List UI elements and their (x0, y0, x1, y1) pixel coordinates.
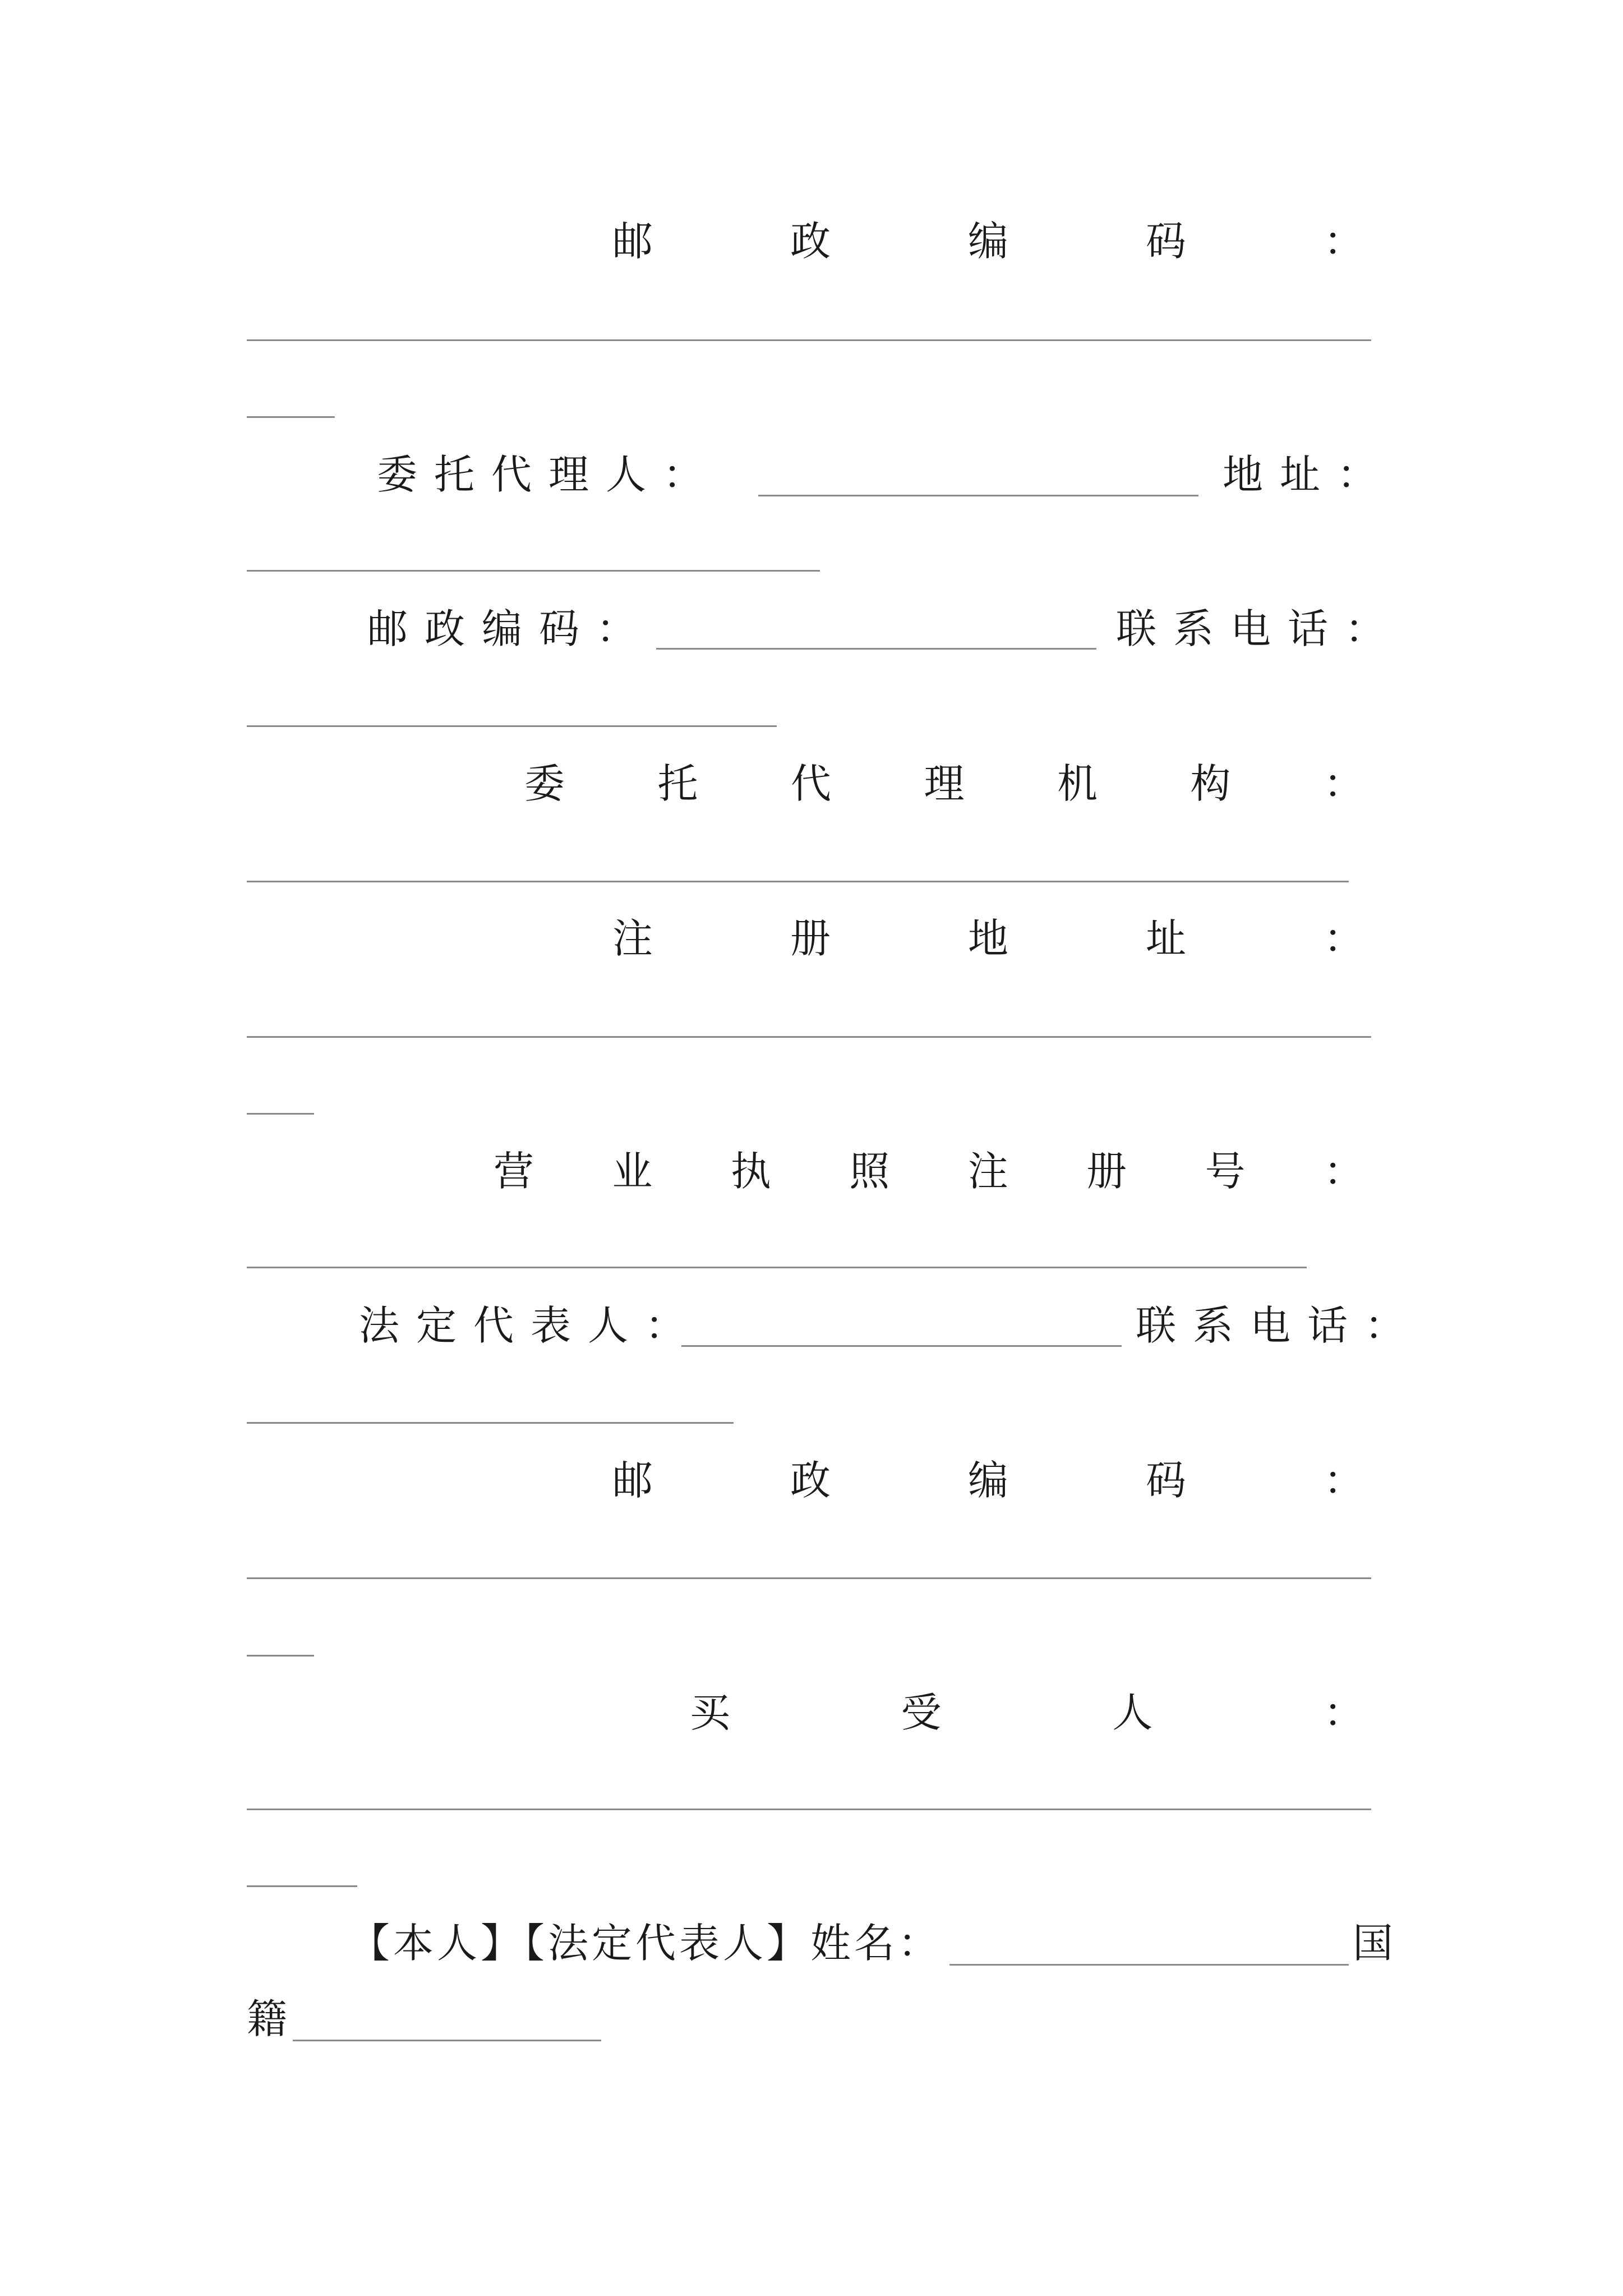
char: 码 (1145, 1457, 1186, 1504)
agency-label (524, 760, 1364, 807)
char: 理 (924, 760, 965, 807)
address-field[interactable] (247, 570, 820, 572)
char: 业 (612, 1148, 653, 1195)
postal-code-label-3 (612, 1457, 1364, 1504)
phone-label-1: 联系电话： (1116, 605, 1403, 652)
char: ： (1323, 760, 1364, 807)
postal-code-label-2: 邮政编码： (367, 605, 654, 652)
char: 托 (657, 760, 698, 807)
postal-code-field-1[interactable] (247, 339, 1371, 341)
char: 执 (730, 1148, 771, 1195)
name-label: 【本人】【法定代表人】姓名： (349, 1920, 942, 1967)
legal-rep-label: 法定代表人： (359, 1302, 703, 1349)
address-label: 地址： (1223, 451, 1395, 498)
nationality-label-part1: 国 (1353, 1920, 1397, 1967)
char: 构 (1190, 760, 1231, 807)
phone-field-2[interactable] (247, 1422, 734, 1424)
postal-code-field-2[interactable] (656, 648, 1096, 650)
char: 注 (967, 1148, 1008, 1195)
char: 委 (524, 760, 565, 807)
char: 邮 (612, 1457, 653, 1504)
nationality-field[interactable] (293, 2040, 601, 2041)
nationality-label-part2: 籍 (247, 1995, 291, 2042)
agent-label: 委托代理人： (377, 451, 721, 498)
char: ： (1323, 1457, 1364, 1504)
char: 营 (494, 1148, 534, 1195)
char: 编 (967, 1457, 1008, 1504)
agent-field[interactable] (758, 495, 1198, 496)
char: 受 (901, 1689, 942, 1736)
char: ： (1323, 1148, 1364, 1195)
char: 代 (790, 760, 831, 807)
postal-code-field-1-continuation[interactable] (247, 416, 335, 418)
legal-rep-field[interactable] (681, 1345, 1122, 1347)
business-license-label (494, 1148, 1364, 1195)
postal-code-label-1 (612, 218, 1364, 265)
char: ： (1323, 218, 1364, 265)
registered-address-label (612, 915, 1364, 962)
phone-label-2: 联系电话： (1136, 1302, 1422, 1349)
postal-code-field-3-continuation[interactable] (247, 1655, 314, 1657)
char: 照 (849, 1148, 890, 1195)
postal-code-field-3[interactable] (247, 1577, 1371, 1579)
char: 政 (790, 1457, 831, 1504)
registered-address-field-continuation[interactable] (247, 1113, 314, 1115)
char: 码 (1145, 218, 1186, 265)
phone-field-1[interactable] (247, 725, 777, 727)
char: 址 (1145, 915, 1186, 962)
char: 册 (1086, 1148, 1127, 1195)
buyer-label (690, 1689, 1364, 1736)
char: 册 (790, 915, 831, 962)
buyer-field-continuation[interactable] (247, 1885, 357, 1887)
char: 编 (967, 218, 1008, 265)
char: 地 (967, 915, 1008, 962)
char: 买 (690, 1689, 731, 1736)
char: 注 (612, 915, 653, 962)
char: 机 (1057, 760, 1098, 807)
char: 号 (1205, 1148, 1246, 1195)
registered-address-field[interactable] (247, 1036, 1371, 1038)
business-license-field[interactable] (247, 1267, 1307, 1268)
char: ： (1323, 1689, 1364, 1736)
buyer-field[interactable] (247, 1809, 1371, 1810)
agency-field[interactable] (247, 881, 1349, 882)
char: ： (1323, 915, 1364, 962)
char: 人 (1112, 1689, 1153, 1736)
char: 政 (790, 218, 831, 265)
name-field[interactable] (949, 1964, 1349, 1966)
char: 邮 (612, 218, 653, 265)
